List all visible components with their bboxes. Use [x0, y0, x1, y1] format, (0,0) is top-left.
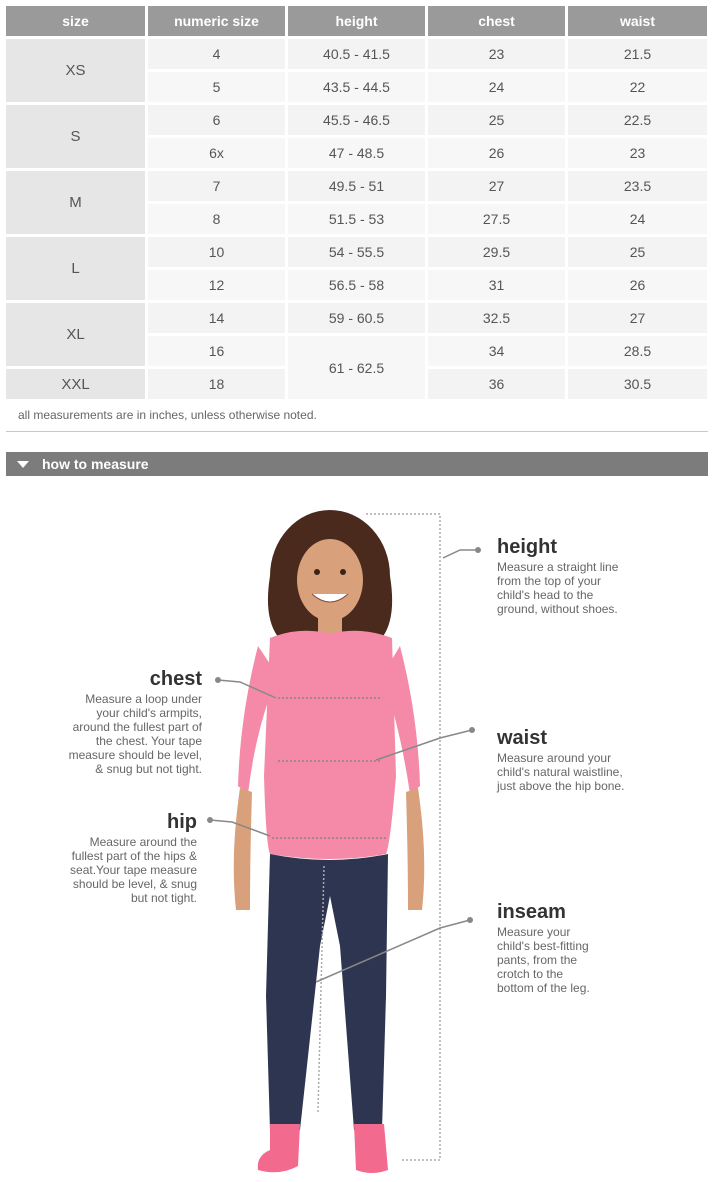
size-label: XS	[6, 39, 145, 102]
table-row	[6, 39, 707, 69]
table-row	[6, 105, 707, 135]
chest-cell: 31	[428, 270, 565, 300]
waist-cell: 25	[568, 237, 707, 267]
measure-figure	[0, 476, 714, 1182]
height-cell: 51.5 - 53	[288, 204, 425, 234]
how-to-measure-toggle[interactable]	[6, 452, 708, 476]
size-chart	[6, 6, 708, 402]
size-label: XXL	[6, 369, 145, 399]
size-table	[3, 3, 710, 402]
height-cell: 61 - 62.5	[288, 336, 425, 399]
right-sock	[354, 1124, 388, 1173]
height-description: Measure a straight line from the top of your child's head to the ground, without shoes.	[497, 560, 619, 616]
waist-cell: 22	[568, 72, 707, 102]
size-label: S	[6, 105, 145, 168]
chest-cell: 25	[428, 105, 565, 135]
height-cell: 49.5 - 51	[288, 171, 425, 201]
header-row	[6, 6, 707, 36]
numeric-size-cell: 6x	[148, 138, 285, 168]
waist-cell: 24	[568, 204, 707, 234]
waist-cell: 26	[568, 270, 707, 300]
chest-cell: 27.5	[428, 204, 565, 234]
numeric-size-cell: 16	[148, 336, 285, 366]
height-cell: 47 - 48.5	[288, 138, 425, 168]
hip-description: Measure around the fullest part of the hips & seat.Your tape measure should be level, & snug but not tight.	[70, 835, 197, 905]
height-cell: 43.5 - 44.5	[288, 72, 425, 102]
height-title: height	[497, 536, 557, 558]
waist-title: waist	[497, 727, 548, 749]
size-label: M	[6, 171, 145, 234]
header-waist: waist	[568, 6, 707, 36]
size-label: L	[6, 237, 145, 300]
numeric-size-cell: 7	[148, 171, 285, 201]
chest-cell: 32.5	[428, 303, 565, 333]
chest-cell: 36	[428, 369, 565, 399]
chest-cell: 29.5	[428, 237, 565, 267]
chest-cell: 26	[428, 138, 565, 168]
shirt	[264, 631, 396, 859]
height-leader	[443, 550, 478, 558]
numeric-size-cell: 18	[148, 369, 285, 399]
measurement-note: all measurements are in inches, unless otherwise noted.	[18, 408, 317, 422]
waist-cell: 28.5	[568, 336, 707, 366]
waist-cell: 30.5	[568, 369, 707, 399]
numeric-size-cell: 10	[148, 237, 285, 267]
numeric-size-cell: 14	[148, 303, 285, 333]
chest-cell: 24	[428, 72, 565, 102]
numeric-size-cell: 4	[148, 39, 285, 69]
height-cell: 56.5 - 58	[288, 270, 425, 300]
chest-cell: 23	[428, 39, 565, 69]
height-cell: 59 - 60.5	[288, 303, 425, 333]
numeric-size-cell: 8	[148, 204, 285, 234]
chest-cell: 34	[428, 336, 565, 366]
jeans	[266, 854, 388, 1130]
hip-title: hip	[167, 811, 197, 833]
inseam-title: inseam	[497, 901, 566, 923]
waist-cell: 27	[568, 303, 707, 333]
header-size: size	[6, 6, 145, 36]
numeric-size-cell: 6	[148, 105, 285, 135]
header-numeric-size: numeric size	[148, 6, 285, 36]
left-sock	[258, 1124, 300, 1172]
header-chest: chest	[428, 6, 565, 36]
inseam-description: Measure your child's best-fitting pants, from the crotch to the bottom of the leg.	[497, 925, 590, 995]
table-row	[6, 237, 707, 267]
chest-title: chest	[149, 668, 202, 690]
height-cell: 54 - 55.5	[288, 237, 425, 267]
waist-cell: 23	[568, 138, 707, 168]
chest-description: Measure a loop under your child's armpits, around the fullest part of the chest. Your tape measure should be level, & snug but not tight.	[68, 692, 202, 776]
height-cell: 40.5 - 41.5	[288, 39, 425, 69]
table-row	[6, 303, 707, 333]
table-row	[6, 171, 707, 201]
waist-description: Measure around your child's natural waistline, just above the hip bone.	[497, 751, 625, 793]
section-title: how to measure	[42, 456, 149, 472]
waist-cell: 22.5	[568, 105, 707, 135]
numeric-size-cell: 5	[148, 72, 285, 102]
header-height: height	[288, 6, 425, 36]
chest-cell: 27	[428, 171, 565, 201]
face	[297, 539, 363, 621]
waist-cell: 21.5	[568, 39, 707, 69]
size-label: XL	[6, 303, 145, 366]
numeric-size-cell: 12	[148, 270, 285, 300]
divider	[6, 431, 708, 432]
waist-cell: 23.5	[568, 171, 707, 201]
height-cell: 45.5 - 46.5	[288, 105, 425, 135]
triangle-down-icon	[17, 461, 29, 468]
